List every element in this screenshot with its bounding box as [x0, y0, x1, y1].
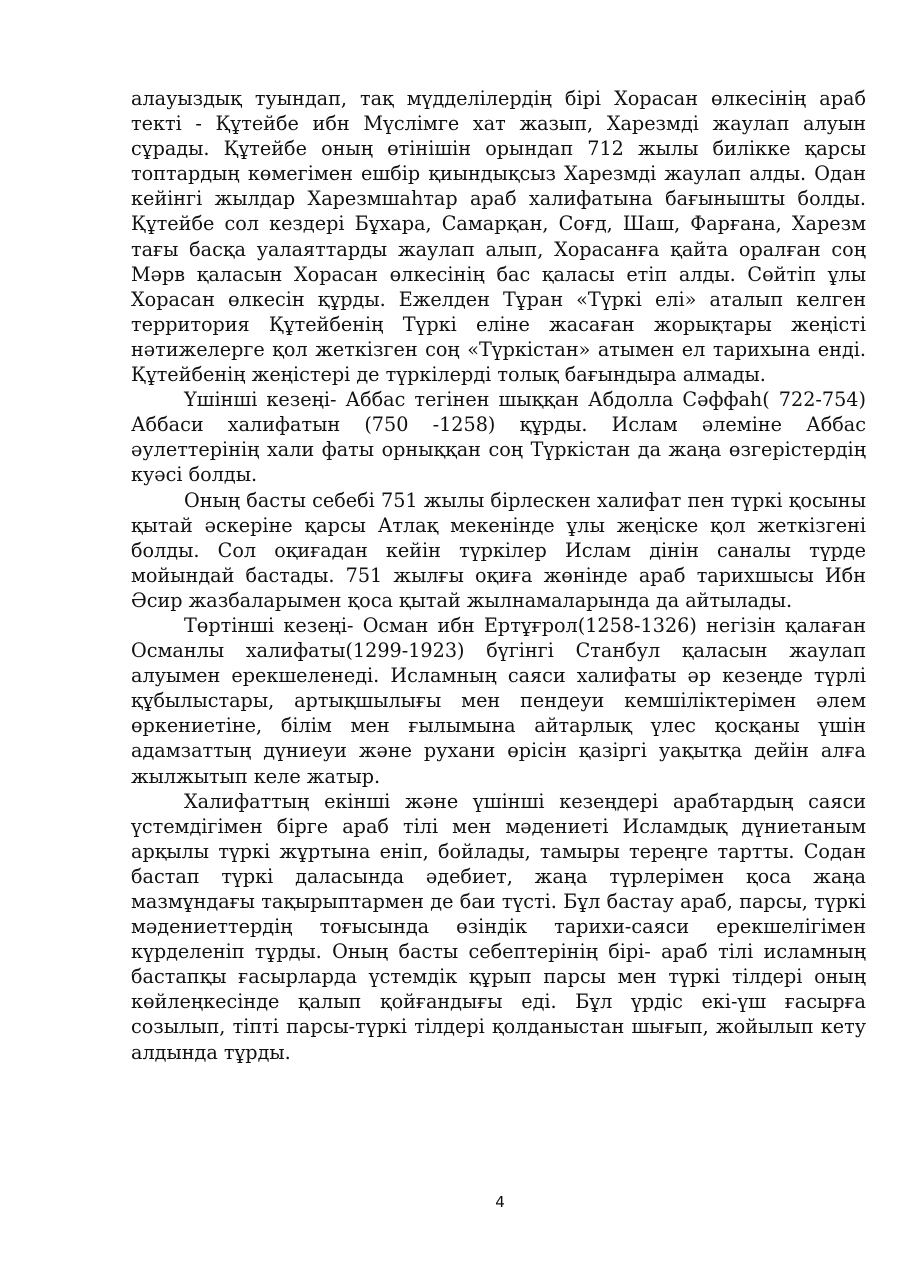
paragraph-fourth-period: Төртінші кезеңі- Осман ибн Ертұғрол(1258-1326) негізін қалаған Османлы халифаты(1299-1923) бүгінгі Станбул қаласын жаулап алуымен ерекшеленеді. Исламның саяси халифаты әр кезеңде түрлі құбылыстары, артықшылығы мен пендеуи кемшіліктерімен әлем өркениетіне, білім мен ғылымына айтарлық үлес қосқаны үшін адамзаттың дүниеуи және рухани өрісін қазіргі уақытқа дейін алға жылжытып келе жатыр.	[131, 613, 866, 788]
body-text	[131, 86, 866, 1065]
page-number: 4	[495, 1193, 505, 1211]
paragraph-battle-751: Оның басты себебі 751 жылы бірлескен халифат пен түркі қосыны қытай әскеріне қарсы Атлақ мекенінде ұлы жеңіске қол жеткізгені болды. Сол оқиғадан кейін түркілер Ислам дінін саналы түрде мойындай бастады. 751 жылғы оқиға жөнінде араб тарихшысы Ибн Әсир жазбаларымен қоса қытай жылнамаларында да айтылады.	[131, 488, 866, 612]
paragraph-continuation: алауыздық туындап, тақ мүдделілердің бірі Хорасан өлкесінің араб текті - Құтейбе ибн Мүслімге хат жазып, Харезмді жаулап алуын сұрады. Құтейбе оның өтінішін орындап 712 жылы билікке қарсы топтардың көмегімен ешбір қиындықсыз Харезмді жаулап алды. Одан кейінгі жылдар Харезмшаһтар араб халифатына бағынышты болды. Құтейбе сол кездері Бұхара, Самарқан, Соғд, Шаш, Фарғана, Харезм тағы басқа уалаяттарды жаулап алып, Хорасанға қайта оралған соң Мәрв қаласын Хорасан өлкесінің бас қаласы етіп алды. Сөйтіп ұлы Хорасан өлкесін құрды. Ежелден Тұран «Түркі елі» аталып келген территория Құтейбенің Түркі еліне жасаған жорықтары жеңісті нәтижелерге қол жеткізген соң «Түркістан» атымен ел тарихына енді. Құтейбенің жеңістері де түркілерді толық бағындыра алмады.	[131, 87, 866, 387]
paragraph-caliphate-culture: Халифаттың екінші және үшінші кезеңдері арабтардың саяси үстемдігімен бірге араб тілі мен мәдениеті Исламдық дүниетаным арқылы түркі жұртына еніп, бойлады, тамыры тереңге тартты. Содан бастап түркі даласында әдебиет, жаңа түрлерімен қоса жаңа мазмұндағы тақырыптармен де баи түсті. Бұл бастау араб, парсы, түркі мәдениеттердің тоғысында өзіндік тарихи-саяси ерекшелігімен күрделеніп тұрды. Оның басты себептерінің бірі- араб тілі исламның бастапқы ғасырларда үстемдік құрып парсы мен түркі тілдері оның көйлеңкесінде қалып қойғандығы еді. Бұл үрдіс екі-үш ғасырға созылып, тіпті парсы-түркі тілдері қолданыстан шығып, жойылып кету алдында тұрды.	[131, 789, 866, 1064]
paragraph-third-period: Үшінші кезеңі- Аббас тегінен шыққан Абдолла Сәффаһ( 722-754) Аббаси халифатын (750 -1258) құрды. Ислам әлеміне Аббас әулеттерінің хали фаты орныққан соң Түркістан да жаңа өзгерістердің куәсі болды.	[131, 388, 866, 487]
